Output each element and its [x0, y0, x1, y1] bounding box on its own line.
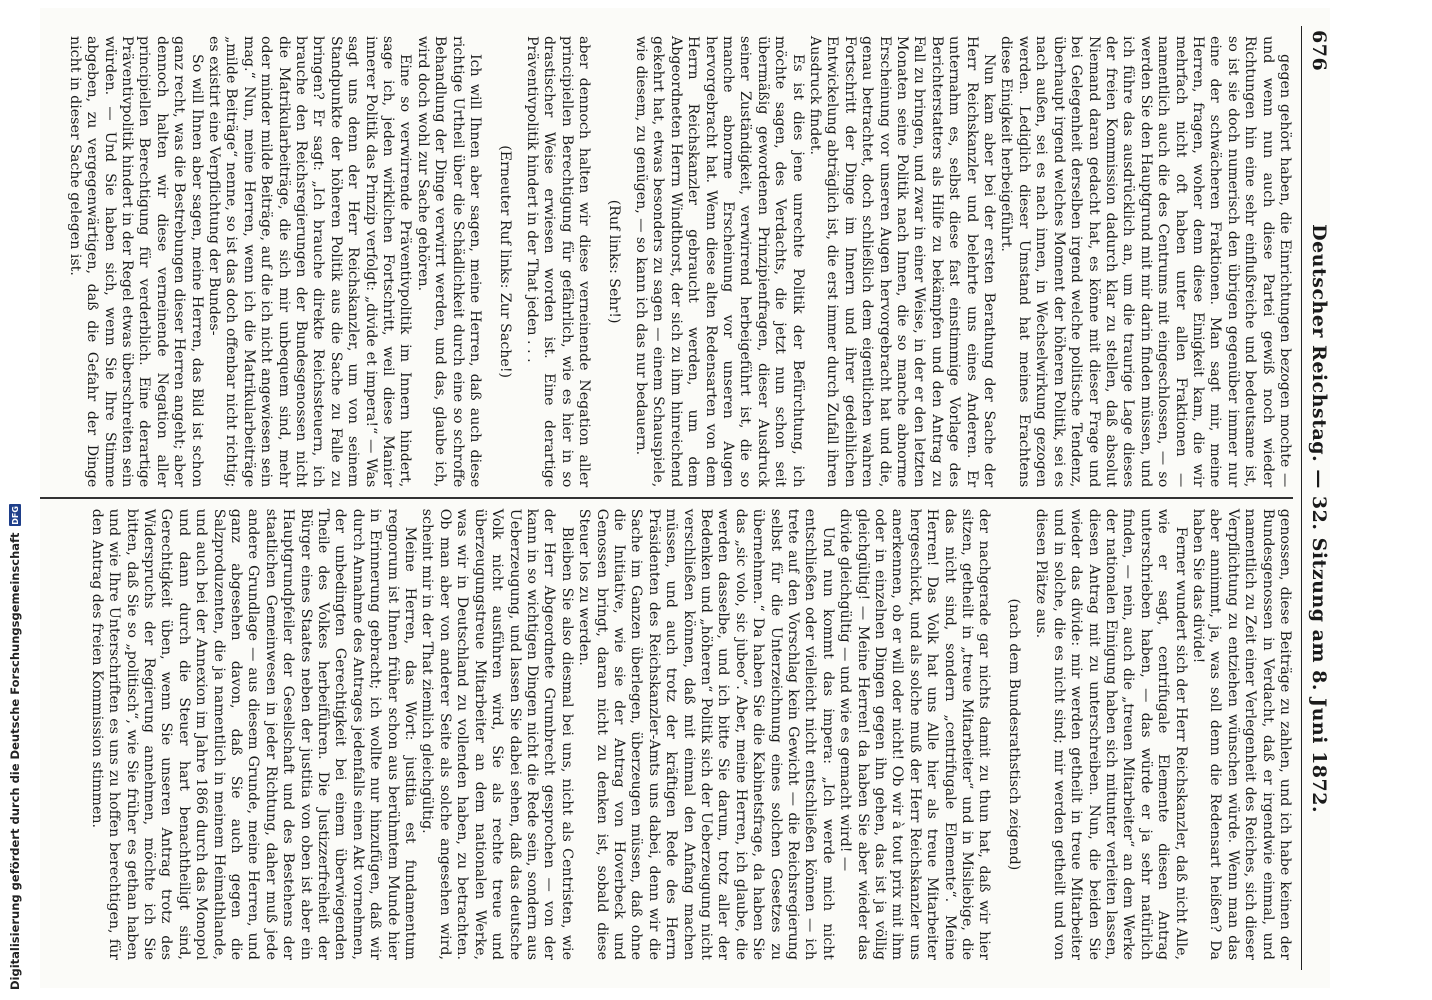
paragraph: gegen gehört haben, die Einrichtungen bezogen mochte — und wenn nun auch diese Partei gewiß noch wieder Richtungen hin eine sehr einflußreiche und bedeutsame ist, so ist sie doch numerisch den übrigen gegenüber immer nur eine der schwächeren Fraktionen. Man sagt mir, meine Herren, fragen, woher denn diese Einigkeit kam, die wir mehrfach nicht oft haben unter allen Fraktionen — namentlich auch die des Centrums mit eingeschlossen, — so werden Sie den Hauptgrund mit mir darin finden müssen, und ich führe das ausdrücklich an, um die traurige Lage dieses der freien Kommission dadurch klar zu stellen, daß absolut Niemand daran gedacht hat, es könne mit dieser Frage und bei Gelegenheit derselben irgend welche politische Tendenz, überhaupt irgend welches Moment der höheren Politik, sei es nach außen, sei es nach innen, in Wechselwirkung gezogen werden. Lediglich dieser Umstand hat meines Erachtens diese Einigkeit herbeigeführt. — [998, 36, 1293, 488]
paragraph: Bleiben Sie also diesmal bei uns, nicht als Centristen, wie der Herr Abgeordnete Grumbrecht gesprochen — von der kann in so wichtigen Dingen nicht die Rede sein, sondern aus Ueberzeugung, und lassen Sie dabei sehen, daß das deutsche Volk nicht ausführen wird, Sie als rechte treue und überzeugungstreue Mitarbeiter an dem nationalen Werke, was wir in Deutschland zu vollenden haben, zu betrachten. Ob man aber von anderer Seite als solche angesehen wird, scheint mir in der That ziemlich gleichgültig. — [419, 508, 575, 960]
paragraph: So will Ihnen aber sagen, meine Herren, das Bild ist schon ganz recht, was die Bestrebungen dieser Herren angeht; aber dennoch halten wir diese verneinende Negation aller principiellen Berechtigung für verderblich. Eine derartige Präventivpolitik hindert in der Regel etwas überschreiten sein würden. — Und Sie haben sich, wenn Sie Ihre Stimme abgeben, zu vergegenwärtigen, daß die Gefahr der Dinge nicht in dieser Sache gelegen ist. — [66, 36, 205, 488]
interjection: (Erneuter Ruf links: Zur Sache!) — [496, 145, 513, 379]
paragraph: Und nun kommt das impera: „Ich werde mich nicht entschließen oder vielleicht nicht entschließen können — ich trete auf den Vorschlag kein Gewicht — die Reichsregierung selbst für die Unterzeichnung eines solchen Gesetzes zu übernehmen.“ Da haben Sie die Kabinetsfrage, da haben Sie das „sic volo, sic jubeo“. Aber, meine Herren, ich glaube, die werden dasselbe, und ich bitte Sie darum, trotz aller der Bedenken und „höheren“ Politik sich der Ueberzeugung nicht verschließen können, daß mit einmal den Anfang machen müssen, und auch trotz der kräftigen Rede des Herrn Präsidenten des Reichskanzler-Amts uns dabei, denn wir die Sache im Ganzen überlegen, überzeugen müssen, daß ohne die Initiative, wie sie der Antrag von Hoverbeck und Genossen bringt, daran nicht zu denken ist, sobald diese Steuer los zu werden. — [576, 508, 836, 960]
paragraph: der nachgerade gar nichts damit zu thun hat, daß wir hier sitzen, getheilt in „treue Mitarbeiter“ und in Misliebige, die das nicht sind, sondern „centrifugale Elemente“. Meine Herren! Das Volk hat uns Alle hier als treue Mitarbeiter hergeschickt, und als solche muß der Herr Reichskanzler uns anerkennen, ob er will oder nicht! Ob wir à tout prix mit ihm oder in einzelnen Dingen gegen ihn gehen, das ist ja völlig gleichgültig! — Meine Herren! da haben Sie aber wieder das divide gleichgültig — und wie es gemacht wird! — — [837, 508, 993, 960]
page-number: 676 — [1308, 30, 1330, 72]
digitization-credit — [8, 504, 22, 990]
interjection: (nach dem Bundesrathstisch zeigend) — [1005, 598, 1022, 871]
rotated-document-scan — [0, 8, 1330, 988]
paragraph: Es ist dies jene unrechte Politik der Befürchtung, ich möchte sagen, des Verdachts, die jetzt nun schon seit übermäßig gewordenen Prinzipienfragen, dieser Ausdruck seiner Zuständigkeit, verwirrend herbeigeführt ist, die so manche abnorme Erscheinung vor unseren Augen hervorgebracht hat. Wenn diese alten Redensarten von dem Herrn Reichskanzler gebraucht werden, um dem Abgeordneten Herrn Windthorst, der sich zu ihm hinreichend gekehrt hat, etwas besonders zu sagen — einem Schauspiele, wie diesem, zu genügen, — so kann ich das nur bedauern. — [632, 36, 806, 488]
two-column-body — [23, 26, 1293, 970]
paragraph: Nun kam aber bei der ersten Berathung der Sache der Herr Reichskanzler und belehrte uns eines Anderen. Er unternahm es, selbst diese fast einstimmige Vorlage des Berichterstatters als Hilfe zu bekämpfen und den Antrag zu Fall zu bringen, und zwar in einer Weise, in der er den letzten Monaten seine Politik nach Innen, die so manche abnorme Erscheinung vor unseren Augen hervorgebracht hat und die, genau betrachtet, doch schließlich dem eigentlichen wahren Fortschritt der Dinge im Innern und ihrer gedeihlichen Entwickelung abträglich ist, die erst immer durch Zufall ihren Ausdruck findet. — [807, 36, 998, 488]
interjection: (Ruf links: Sehr!) — [605, 199, 622, 324]
paragraph: Ferner wundert sich der Herr Reichskanzler, daß nicht Alle, wie er sagt, centrifugale Elemente diesen Antrag unterschrieben haben, — das würde er ja sehr natürlich finden, — nein, auch die „treuen Mitarbeiter“ an dem Werke der nationalen Einigung haben sich mitunter verleiten lassen, diesen Antrag mit zu unterschreiben. Nun, die beiden Sie wieder das divide: mir werden getheilt in treue Mitarbeiter und in solche, die es nicht sind; mir werden getheilt und von diesen Plätze aus. — [1033, 508, 1189, 960]
digitization-note: Digitalisierung gefördert durch die Deutsche Forschungsgemeinschaft — [8, 532, 22, 990]
paragraph: Eine so verwirrende Präventivpolitik im Innern hindert, sage ich, jeden wirklichen Fortschritt, weil diese Manier innerer Politik das Prinzip verfolgt: „divide et impera!“ — Was sagt uns denn der Herr Reichskanzler, um von seinem Standpunkte der höheren Politik aus die Sache zu Falle zu bringen? Er sagt: „Ich brauche direkte Reichssteuern, ich brauche den Reichsregierungen der Bundesgenossen nicht die Matrikularbeiträge, die sich mir unbequem sind, mehr oder minder milde Beiträge, auf die ich nicht angewiesen sein mag.“ Nun, meine Herren, wenn ich die Matrikularbeiträge „milde Beiträge“ nenne, so ist das doch offenbar nicht richtig; es existirt eine Verpflichtung der Bundes- — [206, 36, 414, 488]
running-title: Deutscher Reichstag. — 32. Sitzung am 8. Juni 1872. — [1308, 224, 1330, 814]
paragraph: aber dennoch halten wir diese verneinende Negation aller principiellen Berechtigung für gefährlich, wie es hier in so drastischer Weise erwiesen worden ist. Eine derartige Präventivpolitik hindert in der That jeden . . . — [523, 36, 593, 488]
paragraph: Ich will Ihnen aber sagen, meine Herren, daß auch diese richtige Urtheil über die Schädlichkeit durch eine so schroffe Behandlung der Dinge verwirrt werden, und das, glaube ich, wird doch wohl zur Sache gehören. — [414, 36, 484, 488]
paragraph: Meine Herren, das Wort: justitia est fundamentum regnorum ist Ihnen früher schon aus berühmtem Munde hier in Erinnerung gebracht; ich wollte nur hinzufügen, daß wir durch Annahme des Antrages jedenfalls einen Akt vornehmen, der unbedingten Gerechtigkeit bei einem überwiegenden Theile des Volkes herbeiführen. Die Justizzerfreiheit der Bürger eines Staates neben der justitia von oben ist aber ein Hauptgrundpfeiler der Gesellschaft und des Bestehens der staatlichen Gemeinwesen in jeder Richtung, daher muß jede andere Grundlage — aus diesem Grunde, meine Herren, und ganz abgesehen davon, daß Sie auch gegen die Salzproduzenten, die ja namentlich in meinem Heimathlande, und auch bei der Annexion im Jahre 1866 durch das Monopol und dann durch die Steuer hart benachtheiligt sind, Gerechtigkeit üben, wenn Sie unseren Antrag trotz des Widerspruchs der Regierung annehmen, möchte ich Sie bitten, daß Sie so „politisch“, wie Sie früher es gethan haben und wie Ihre Unterschriften es uns zu hoffen berechtigen, für den Antrag des freien Kommission stimmen. — [88, 508, 419, 960]
dfg-logo-icon: DFG — [10, 506, 20, 525]
paragraph: genossen, diese Beiträge zu zahlen, und ich habe keinen der Bundesgenossen in Verdacht, daß er irgendwie einmal, und namentlich zu Zeit einer Verlegenheit des Reiches, sich dieser Verpflichtung zu entziehen wünschen würde. Wenn man das aber annimmt, ja, was soll denn die Redensart heißen? Da haben Sie das divide! — [1189, 508, 1293, 960]
left-column — [23, 26, 1293, 497]
digitization-footer — [0, 0, 40, 1000]
page-header — [1301, 26, 1330, 970]
right-column — [23, 499, 1293, 970]
